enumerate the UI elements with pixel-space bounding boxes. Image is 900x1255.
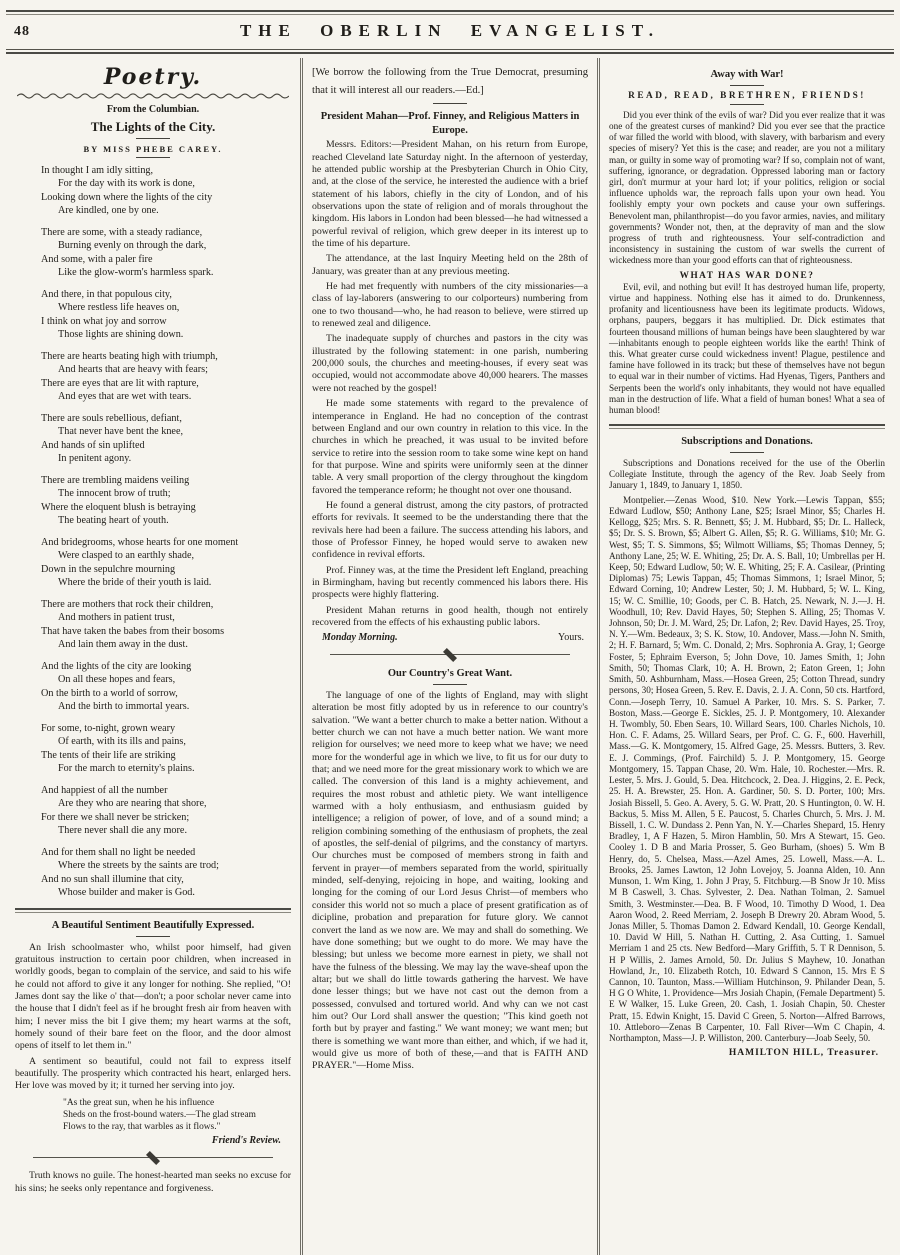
ornament-divider xyxy=(33,1152,273,1164)
paragraph: He had met frequently with numbers of the city missionaries—a class of lay-laborers (answering to our colporteurs) numbering from one to two thousand—who, he had reason to believe, were stirred up to renewed zeal and diligence. xyxy=(312,281,588,330)
subscriptions-entries: Montpelier.—Zenas Wood, $10. New York.—Lewis Tappan, $55; Edward Ludlow, $50; Anthony Lane, $25; Israel Minor, $5; Charles H. Kellogg, $25; Mrs. S. R. Bennett, $5; J. M. Hubbard, $5; Dr. L. Halleck, $5; Dr. S. S. Brown, $5; Albert G. Allen, $5; R. G. Williams, $10; Mr. G. West, $5; T. S. Simmons, $5; Wilmott Williams, $5; Thomas Denney, 5; Anthony Lane, 25; W. E. Whiting, 25; Dr. A. S. Ball, 10; Umbrellas per H. Keep, 50; Edward Ludlow, 50; W. E. Whiting, 25; F. A. Casilear, (Printing Diplomas) 75; Lewis Tappan, 45; Thomas Simmons, 1; Israel Minor, 5; Edward Corning, 10; Andrew Lester, 50; J. M. Hubbard, 5; W. L. King, 15; W. C. Smillie, 10; Goods, per C. B. Hatch, 25. Newark, N. J.—J. H. Woodhull, 10; Rev. David Hayes, 50; Stephen S. Alling, 25; Thomas V. Johnson, 50; Dr. J. M. Ward, 25; Dr. Lafon, 2; Rev. David Hayes, 25. Troy, N. Y.—Wm. Bedeaux, 3; S. K. Stow, 10. Andover, Mass.—John N. Smith, 2; H. F. Barnard, 5; Wm. C. Donald, 2; Mrs. Sophronia A. Gray, 1; George Foster, 5; Ephraim Everson, 5; John Dove, 10. James Smith, 1; John Smith, 50; Thomas Clark, 10; A. H. Brown, 2; Eaton Green, 1; John Smith, 50. Ashburnham, Mass.—Hosea Green, 25; Cotton Thread, sundry persons, 30; Hosea Green, 5. Rev. E. Davis, 2. J. A. Conn, 50 cts. Hartford, Conn.—Joseph Terry, 10. Samuel A Parker, 10. Mrs. S. S. Parker, 7. Boston, Mass.—George E. Sickles, 25. J. P. Montgomery, 10. Alexander H. Twombly, 50. Eben Sears, 10. Willard Sears, 100. Charles Nichols, 10. Hon. C. F. Adams, 25. Willard Sears, per Prof. C. G. F., 600. Haverhill, Mass.—G. K. Montgomery, 15. Alfred Gage, 25. Messrs. Butters, 3. Rev. E. J. Commings, (Prof. Fairchild) 5. J. P. Montgomery, 15. George Montgomery, 15. Tappan Chase, 20. Wm. Hale, 10. Rochester.—Mrs. R. Lester, 5. Mrs. J. Gould, 5. Dea. Hitchcock, 2. Dea. J. Higgins, 2. E. Peck, 25. H. A. Brewster, 25. Hon. A. Gardiner, 50. S. D. Porter, 100; Mrs. Josiah Bissell, 5. Geo. A. Avery, 5. G. W. Pratt, 20. S Huntington, 0. W. H. Backus, 5. Miss M. Allen, 5 E. Paucost, 5. Charles Church, 5. Mrs. J. M. Bissell, 1. C. W. Dundass 2. Penn Yan, N. Y.—Charles Shepard, 15. Henry Bradley, 1, A F Hazen, 5. Miron Hamblin, 50. Mrs A Stewart, 15. Geo. Cooley 1. D B and Maria Prosser, 5. Geo Burham, (shoes) 5. Wm B Henry, do, 5. Chelsea, Mass.—Azel Ames, 25. Lowell, Mass.—A. L. Brooks, 25. James Lawton, 12 John Lovejoy, 5. Joanna Alden, 10. Ann Munson, 1. Wm King, 1. John J Pray, 5. Fitchburg.—B Snow Jr 10. Miss M B Caswell, 3. Chas. Sylvester, 2. Dea. Nathan Tolman, 2. Samuel Smith, 3. Westminster.—Dea. B. F Wood, 10. Timothy D Wood, 1. Dea Aaron Wood, 2. Reed Merriam, 2. Joseph B Drewry 20. Abram Wood, 5. Jonas Miller, 5. Thomas Damon 2. Edward Kendall, 10. George Kendall, 10. David W Hill, 5. Nathan H. Cutting, 2. Asa Cutting, 1. Samuel Merriam 1 and 25 cts. New Bedford—Mary Griffith, 5. T R Dennison, 5. H P Willis, 2. James Arnold, 50. Dr. Julius S Mayhew, 10. Jonathan Howland, Jr., 10. Elizabeth Rotch, 10. Edward S Cannon, 15. Mrs E S Cannon, 10. Taunton, Mass.—William Hutchinson, 9. Philander Dean, 5. H G O White, 1. Providence—Mrs Josiah Chapin, (Female Department) 5. E W Walker, 15. Luke Green, 20. Cash, 1. Josiah Chapin, 50. Chester Pratt, 15. Edwin Knight, 15. David C Green, 5. Norton—Alfred Barrows, 10. Attleboro—Zenas B Carpenter, 10. Fall River—Wm C Chapin, 4. Northampton, Mass—J. P. Williston, 200. Canterbury—Joab Seely, 50. xyxy=(609,494,886,1044)
poem-line: There never shall die any more. xyxy=(58,824,187,836)
quote-line: Flows to the ray, that warbles as it flows." xyxy=(63,1122,221,1133)
poem-line: And mothers in patient trust, xyxy=(58,612,175,624)
poem-stanza xyxy=(41,288,291,341)
paragraph: An Irish schoolmaster who, whilst poor himself, had given gratuitous instruction to certain poor children, when increased in worldly goods, began to complain of the service, and said to his wife he could not afford to give it any longer for nothing. She replied, "O! James dont say the like o' that—don't; a poor scholar never came into the house that I didn't feel as if he brought fresh air from heaven with him; I never miss the bit I give them; my heart warms at the soft, homely sound of their bare feet on the floor, and the door almost opens of itself to let them in." xyxy=(15,941,291,1052)
poem-line: The beating heart of youth. xyxy=(58,514,169,526)
masthead-rule xyxy=(6,49,894,54)
signature-row xyxy=(322,632,584,643)
paragraph: The inadequate supply of churches and pastors in the city was illustrated by the following statement: in one parish, numbering 200,000 souls, the churches and meeting-houses, if every seat was occupied, would not accommodate above 40,000 hearers. The masses were not reached by the gospel! xyxy=(312,333,588,394)
poem-stanza xyxy=(41,412,291,465)
war-article-body xyxy=(609,110,885,267)
poem-line: And for them shall no light be needed xyxy=(41,847,196,858)
poem-line: For some, to-night, grown weary xyxy=(41,723,176,734)
signature: Yours. xyxy=(558,632,584,644)
poem-line: Where the bride of their youth is laid. xyxy=(58,576,212,588)
poem-line: Were clasped to an earthly shade, xyxy=(58,550,195,562)
poem-stanza xyxy=(41,598,291,651)
poem-line: And eyes that are wet with tears. xyxy=(58,390,192,402)
poem-line: And lain them away in the dust. xyxy=(58,638,188,650)
treasurer-signature: HAMILTON HILL, Treasurer. xyxy=(728,1048,879,1059)
sentiment-heading: A Beautiful Sentiment Beautifully Expressed. xyxy=(51,920,255,931)
poem-body xyxy=(41,164,291,899)
poem-line: Down in the sepulchre mourning xyxy=(41,563,176,575)
sentiment-body xyxy=(15,942,291,1093)
ornament-divider xyxy=(330,649,570,661)
paragraph: Messrs. Editors:—President Mahan, on his return from Europe, reached Cleveland late Saturday night. In the afternoon of yesterday, he attended public worship at the Presbyterian Church in Ohio City, and, at the close of the service, he interested the audience with a brief statement of his labors, chiefly in the city of London, and of his observations upon the state of religion and of morals throughout the kingdom. His labors in London had been blessed—he had witnessed a powerful revival of religion, which grew deeper in its interest up to the time of his departure. xyxy=(312,139,588,250)
right-column xyxy=(597,58,894,1255)
poem-line: That never have bent the knee, xyxy=(58,426,184,438)
poem-line: There are some, with a steady radiance, xyxy=(41,227,203,238)
editor-note: [We borrow the following from the True Democrat, presuming that it will interest all our readers.—Ed.] xyxy=(312,67,588,96)
paragraph: The attendance, at the last Inquiry Meeting held on the 28th of January, was greater than at any previous meeting. xyxy=(312,253,588,277)
masthead xyxy=(6,17,894,47)
rule-ornament xyxy=(136,138,170,139)
paragraph: President Mahan returns in good health, though not entirely recovered from the effects of his exhausting public labors. xyxy=(312,604,588,628)
poem-line: There are trembling maidens veiling xyxy=(41,475,190,486)
sentiment-quote xyxy=(63,1097,291,1134)
subscriptions-intro: Subscriptions and Donations received for the use of the Oberlin Collegiate Institute, through the agency of the Rev. Joab Seely from January 1, 1849, to January 1, 1850. xyxy=(609,457,885,491)
poem-line: Looking down where the lights of the city xyxy=(41,191,213,203)
poetry-section-title: Poetry. xyxy=(103,64,203,90)
dateline: Monday Morning. xyxy=(322,632,398,644)
diamond-ornament xyxy=(443,648,457,662)
column-layout xyxy=(6,58,894,1255)
rule-ornament xyxy=(433,103,467,104)
paragraph: Evil, evil, and nothing but evil! It has destroyed human life, property, virtue and happiness. Nothing else has it aimed to do. Drunkenness, profanity and licentiousness have been its legitimate products. Widows, orphans, paupers, beggars it has multiplied. Dr. Dick estimates that fourteen thousand millions of human beings have been slaughtered by war—inhabitants enough to people eighteen worlds like the earth! Think of this. What greater curse could wickedness invent! Plague, pestilence and famine have followed in its track; but these of themselves have not begun to equal war in their number of victims. Had Hyenas, Tigers, Panthers and Serpents been the world's only inhabitants, they would not have equalled man in the destruction of life. What a field of human bones! What a sea of human blood! xyxy=(609,281,885,416)
poem-line: For there we shall never be stricken; xyxy=(41,811,190,823)
left-column xyxy=(6,58,300,1255)
top-border-rule xyxy=(6,10,894,15)
want-article-body xyxy=(312,690,588,1073)
quote-line: "As the great sun, when he his influence xyxy=(63,1097,215,1108)
poem-line: For the day with its work is done, xyxy=(58,178,195,190)
poem-line: Whose builder and maker is God. xyxy=(58,886,195,898)
poem-line: Burning evenly on through the dark, xyxy=(58,240,207,252)
poem-line: There are hearts beating high with triumph, xyxy=(41,351,218,362)
poem-line: There are eyes that are lit with rapture, xyxy=(41,377,199,389)
poem-stanza xyxy=(41,660,291,713)
poem-line: Are kindled, one by one. xyxy=(58,204,159,216)
poem-stanza xyxy=(41,536,291,589)
poem-line: Where restless life heaves on, xyxy=(58,302,180,314)
filler-paragraph: Truth knows no guile. The honest-hearted man seeks no excuse for his sins; he seeks only repentance and forgiveness. xyxy=(15,1170,292,1194)
poem-line: Where the eloquent blush is betraying xyxy=(41,501,196,513)
poem-byline: BY MISS PHEBE CAREY. xyxy=(83,144,223,154)
poem-line: On the birth to a world of sorrow, xyxy=(41,687,178,699)
poem-line: For the march to eternity's plains. xyxy=(58,762,195,774)
war-done-body xyxy=(609,282,885,417)
poem-line: On all these hopes and fears, xyxy=(58,674,176,686)
poem-line: And some, with a paler fire xyxy=(41,253,153,265)
sentiment-attribution: Friend's Review. xyxy=(211,1135,281,1147)
mahan-article-body xyxy=(312,139,588,629)
war-article-heading: Away with War! xyxy=(710,69,784,80)
poem-line: Those lights are shining down. xyxy=(58,328,184,340)
poem-line: Where the streets by the saints are trod; xyxy=(58,860,219,872)
rule-ornament xyxy=(730,85,764,86)
paragraph: He found a general distrust, among the city pastors, of protracted efforts for revivals. It seemed to be the understanding there that the revivals here had been a failure. The success attending his labors, and those of Professor Finney, he hoped would serve to awaken new confidence in revival efforts. xyxy=(312,499,588,561)
page-number: 48 xyxy=(14,24,30,39)
poem-stanza xyxy=(41,722,291,775)
rule-ornament xyxy=(730,452,764,453)
poem-stanza xyxy=(41,784,291,837)
poem-line: The innocent brow of truth; xyxy=(58,488,171,500)
poem-line: And the birth to immortal years. xyxy=(58,700,190,712)
paragraph: He made some statements with regard to the prevalence of intemperance in England. He had no conception of the contrast between England and our own country in relation to this vice. In the churches in which he preached, it was usual to be invited before service to retire into the session room to take some wine kept on hand for that purpose. Wine and spirits were uniformly seen at the dinner table. A very small proportion of the clergy throughout the kingdom favored the temperance reform; he thought not over one thousand. xyxy=(312,398,588,496)
poem-line: The tents of their life are striking xyxy=(41,749,176,761)
poem-line: In penitent agony. xyxy=(58,452,132,464)
diamond-ornament xyxy=(146,1151,160,1165)
poem-stanza xyxy=(41,164,291,217)
paragraph: Did you ever think of the evils of war? Did you ever realize that it was one of the greatest curses of mankind? Did you ever see that the practice of war filled the world with blood, with slavery, with barbarism and every species of misery? Yet this is the case; and reader, are you not a military man, or guilty in some way of promoting war? If so, complain not of want, suffering, ignorance, or degradation. Oppressed laboring man or factory girl, don't murmur at your hard lot; if your politics, religion or social influence upholds war, the reproach falls upon your own head. You foolishly empty your own pockets and cause your own sufferings. Benevolent man, philanthropist—do you favor armies, navies, and military governments? Wonder not, then, at the depravity of man and the slow progress of truth and righteousness. Your self-contradiction and inconsistency in sustaining the custom of war swells the current of wickedness more than your good efforts can that of righteousness. xyxy=(609,109,885,266)
newspaper-title: THE OBERLIN EVANGELIST. xyxy=(239,21,661,40)
poem-stanza xyxy=(41,350,291,403)
poem-line: Of earth, with its ills and pains, xyxy=(58,736,186,748)
poem-line: There are mothers that rock their children, xyxy=(41,599,214,610)
poem-line: Are they who are nearing that shore, xyxy=(58,798,207,810)
paragraph: The language of one of the lights of England, may with slight alteration be most fitly adopted by us in reference to our country's salvation. "We want a better church to make a better nation. Without a better church we can not have a much better nation. We want more religion for ourselves; we need more to keep what we have; we need more for the wonderful age in which we live, to fit us for our duty to that; and we need more for the great missionary work to which we are called. The conversion of this land is a mighty achievement, and requires the most robust and athletic piety. We want intelligence warmed with a holy enthusiasm, and enthusiasm guided by intelligence; a religion of power, of love, and of a sound mind; a religion combining something of the enthusiasm of prophets, the zeal of apostles, the self-denial of pilgrims, and the constancy of martyrs. Our churches must be composed of members strong in faith and fervent in prayer—of members separated from the world, spiritually minded, self-denying, rejoicing in hope, and waiting, looking and longing for the coming of our Lord Jesus Christ—of members who consider this world not so much a place of present gratification as of dicipline, probation and preparation for future glory. We cannot convert the land as we now are. We may and shall do something. We have done something; but we ought to do more. We may have the blessing; but unless we become more earnest in piety, we shall not have the fulness of the blessing. We may lay the wave-sheaf upon the altar; but we shall do little towards gathering the harvest. We have done lesser things; but we have not cast out the demon from a possessed, convulsed and tortured world. And why can we not cast him out? Our Lord shall answer the question; "This kind goeth not forth but by prayer and fasting." We want money; we want men; but there is something we want more than either, and which, if we had it, would give us more of both of these,—and that is FAITH AND PRAYER."—Home Miss. xyxy=(312,689,588,1072)
poem-line: And the lights of the city are looking xyxy=(41,661,192,672)
wavy-rule-decoration xyxy=(17,92,289,100)
section-divider xyxy=(15,908,291,913)
poem-stanza xyxy=(41,474,291,527)
poem-title: The Lights of the City. xyxy=(90,119,216,134)
poem-line: And hearts that are heavy with fears; xyxy=(58,364,208,376)
section-divider xyxy=(609,424,885,429)
poem-line: And happiest of all the number xyxy=(41,785,168,796)
quote-line: Sheds on the frost-bound waters.—The glad stream xyxy=(63,1109,256,1120)
paragraph: Prof. Finney was, at the time the President left England, preaching in Birmingham, having but recently commenced his labors there. His prospects were highly flattering. xyxy=(312,564,588,601)
rule-ornament xyxy=(136,157,170,158)
middle-column xyxy=(300,58,597,1255)
war-article-subheading: READ, READ, BRETHREN, FRIENDS! xyxy=(628,90,866,101)
poem-line: And bridegrooms, whose hearts for one moment xyxy=(41,537,239,548)
poem-line: And there, in that populous city, xyxy=(41,289,172,300)
rule-ornament xyxy=(433,684,467,685)
mahan-article-heading: President Mahan—Prof. Finney, and Religious Matters in Europe. xyxy=(320,111,580,136)
poem-stanza xyxy=(41,846,291,899)
poem-line: I think on what joy and sorrow xyxy=(41,315,167,327)
poem-line: And no sun shall illumine that city, xyxy=(41,873,184,885)
poem-line: That have taken the babes from their bosoms xyxy=(41,625,225,637)
poem-source: From the Columbian. xyxy=(106,104,200,115)
poem-stanza xyxy=(41,226,291,279)
war-done-heading: WHAT HAS WAR DONE? xyxy=(679,270,815,281)
rule-ornament xyxy=(136,936,170,937)
rule-ornament xyxy=(730,104,764,105)
poem-line: In thought I am idly sitting, xyxy=(41,165,154,176)
subscriptions-heading: Subscriptions and Donations. xyxy=(681,436,813,448)
poem-line: Like the glow-worm's harmless spark. xyxy=(58,266,214,278)
poem-line: There are souls rebellious, defiant, xyxy=(41,413,182,424)
want-article-heading: Our Country's Great Want. xyxy=(387,668,513,680)
paragraph: A sentiment so beautiful, could not fail to express itself beautifully. The prosperity which contracted his heart, enlarged hers. Her love was moved by it; it turned her serving into joy. xyxy=(15,1055,291,1092)
poem-line: And hands of sin uplifted xyxy=(41,439,145,451)
